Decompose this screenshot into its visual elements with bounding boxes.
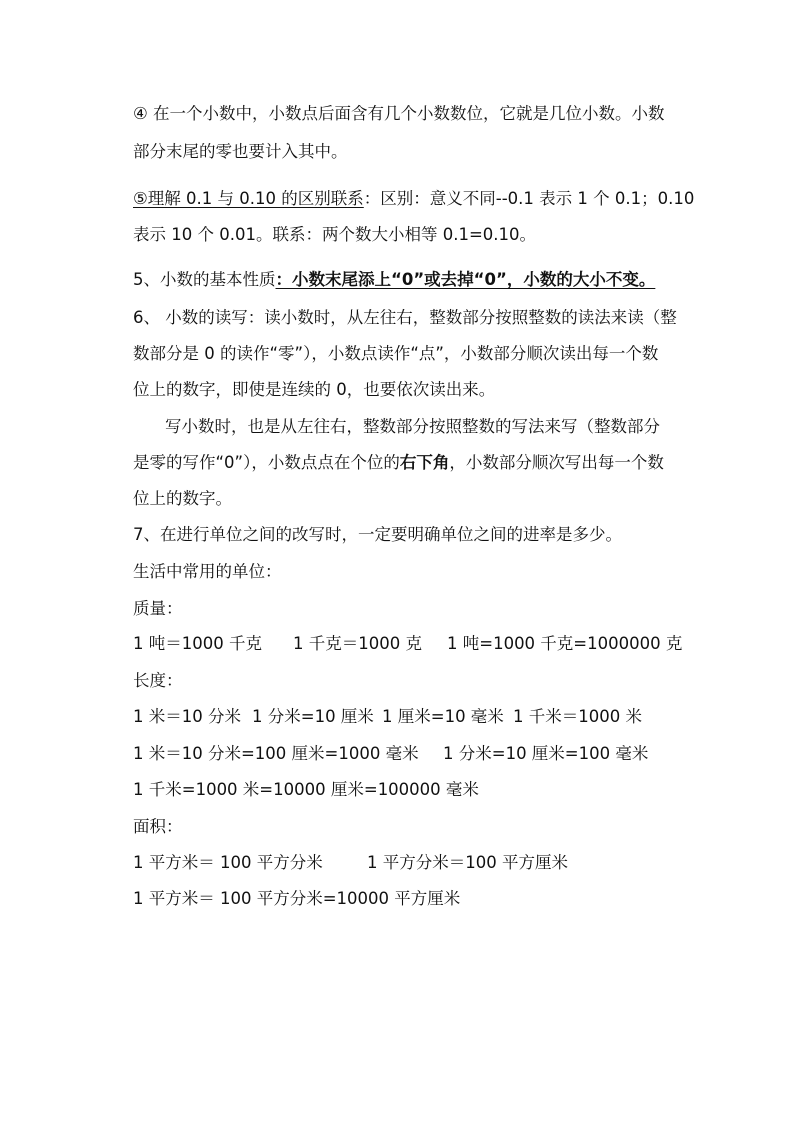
area-row-2: 1 平方米＝ 100 平方分米=10000 平方厘米 xyxy=(133,889,461,908)
item6-line-2: 数部分是 0 的读作“零”），小数点读作“点”，小数部分顺次读出每一个数 xyxy=(133,344,659,363)
p5-line-1-rest: ：区别：意义不同--0.1 表示 1 个 0.1；0.10 xyxy=(363,189,695,208)
area-row1-item-1: 1 平方米＝ 100 平方分米 xyxy=(133,853,323,872)
item6-line-6: 位上的数字。 xyxy=(133,489,232,508)
length-row-2 xyxy=(133,742,673,766)
length-row2-item-2: 1 分米=10 厘米=100 毫米 xyxy=(443,744,649,763)
length-row2-item-1: 1 米＝10 分米=100 厘米=1000 毫米 xyxy=(133,744,419,763)
item7-line-1: 7、在进行单位之间的改写时，一定要明确单位之间的进率是多少。 xyxy=(133,525,622,544)
p5-line-2: 表示 10 个 0.01。联系：两个数大小相等 0.1=0.10。 xyxy=(133,225,537,244)
length-row1-item-1: 1 米＝10 分米 xyxy=(133,707,241,726)
item5-property-text: ：小数末尾添上“0”或去掉“0”，小数的大小不变。 xyxy=(275,270,656,289)
item6-bold-text: 右下角 xyxy=(399,453,450,472)
item6-line-5 xyxy=(133,451,664,475)
length-row-1 xyxy=(133,705,673,729)
mass-heading: 质量： xyxy=(133,599,183,618)
mass-item-2: 1 千克＝1000 克 xyxy=(293,634,422,653)
length-row-3: 1 千米=1000 米=10000 厘米=100000 毫米 xyxy=(133,780,479,799)
p4-line-1: ④ 在一个小数中，小数点后面含有几个小数数位，它就是几位小数。小数 xyxy=(133,104,665,123)
p5-underlined-text: ⑤理解 0.1 与 0.10 的区别联系 xyxy=(133,189,364,208)
area-heading: 面积： xyxy=(133,817,183,836)
length-heading: 长度： xyxy=(133,671,183,690)
p5-line-1 xyxy=(133,187,694,211)
p4-line-2: 部分末尾的零也要计入其中。 xyxy=(133,142,348,161)
mass-row xyxy=(133,632,683,656)
mass-item-1: 1 吨＝1000 千克 xyxy=(133,634,262,653)
mass-item-3: 1 吨=1000 千克=1000000 克 xyxy=(447,634,683,653)
item6-line-5-b: ，小数部分顺次写出每一个数 xyxy=(449,453,664,472)
item6-line-3: 位上的数字，即使是连续的 0，也要依次读出来。 xyxy=(133,380,496,399)
item5-line xyxy=(133,268,655,292)
item6-line-5-a: 是零的写作“0”），小数点点在个位的 xyxy=(133,453,400,472)
length-row1-item-4: 1 千米＝1000 米 xyxy=(513,707,642,726)
area-row-1 xyxy=(133,851,673,875)
length-row1-item-3: 1 厘米=10 毫米 xyxy=(382,707,504,726)
item5-prefix: 5、小数的基本性质 xyxy=(133,270,276,289)
units-heading: 生活中常用的单位： xyxy=(133,562,282,581)
length-row1-item-2: 1 分米=10 厘米 xyxy=(252,707,374,726)
item6-line-1: 6、 小数的读写：读小数时，从左往右，整数部分按照整数的读法来读（整 xyxy=(133,308,677,327)
area-row1-item-2: 1 平方分米＝100 平方厘米 xyxy=(367,853,568,872)
item6-line-4: 写小数时，也是从左往右，整数部分按照整数的写法来写（整数部分 xyxy=(165,417,660,436)
